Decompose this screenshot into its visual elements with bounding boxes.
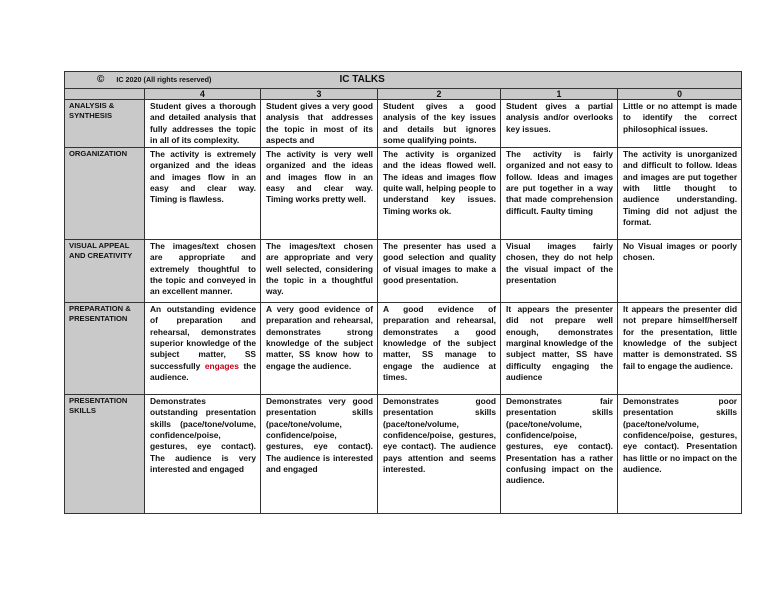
rubric-cell: Visual images fairly chosen, they do not help the visual impact of the presentation xyxy=(501,240,618,303)
rubric-cell: Student gives a very good analysis that addresses the topic in most of its aspects and xyxy=(261,100,378,148)
criterion-label: ORGANIZATION xyxy=(65,148,145,240)
rubric-cell: The activity is organized and the ideas flowed well. The ideas and images flow quite wall, helping people to understand key issues. Timing works ok. xyxy=(378,148,501,240)
rubric-cell-text: An outstanding evidence of preparation and rehearsal, demonstrates superior knowledge of the subject matter, SS successfully xyxy=(150,304,256,371)
score-2: 2 xyxy=(378,89,501,100)
criterion-label: ANALYSIS & SYNTHESIS xyxy=(65,100,145,148)
rubric-cell: It appears the presenter did not prepare himself/herself for the presentation, little knowledge of the subject matter is demonstrated. SS fail to engage the audience. xyxy=(618,303,742,395)
page-title: IC TALKS xyxy=(339,74,385,86)
copyright-text: IC 2020 (All rights reserved) xyxy=(116,75,212,85)
criterion-label: VISUAL APPEAL AND CREATIVITY xyxy=(65,240,145,303)
rubric-cell: It appears the presenter did not prepare well enough, demonstrates marginal knowledge of the subject matter, SS have difficulty engaging the audience xyxy=(501,303,618,395)
rubric-cell: Demonstrates fair presentation skills (pace/tone/volume, confidence/poise, gestures, eye contact). Presentation has a rather confusing impact on the audience. xyxy=(501,395,618,514)
row-organization xyxy=(65,148,742,240)
rubric-cell xyxy=(145,303,261,395)
rubric-cell: Demonstrates very good presentation skills (pace/tone/volume, confidence/poise, gestures, eye contact). The audience is interested and engaged xyxy=(261,395,378,514)
rubric-cell: The activity is extremely organized and the ideas and images flow in an easy and clear way. Timing is flawless. xyxy=(145,148,261,240)
rubric-cell: The activity is unorganized and difficult to follow. Ideas and images are put together with little thought to audience understanding. Timing did not adjust the format. xyxy=(618,148,742,240)
copyright-symbol: © xyxy=(97,74,105,86)
score-1: 1 xyxy=(501,89,618,100)
highlighted-word: engages xyxy=(204,360,239,371)
rubric-cell: Demonstrates outstanding presentation skills (pace/tone/volume, confidence/poise, gestures, eye contact). The audience is very interested and engaged xyxy=(145,395,261,514)
rubric-cell: No Visual images or poorly chosen. xyxy=(618,240,742,303)
rubric-table xyxy=(64,71,742,514)
rubric-cell: Little or no attempt is made to identify the correct philosophical issues. xyxy=(618,100,742,148)
score-header-row xyxy=(65,89,742,100)
rubric-cell: Student gives a thorough and detailed analysis that fully addresses the topic in all of its complexity. xyxy=(145,100,261,148)
row-visual-appeal xyxy=(65,240,742,303)
score-header-blank xyxy=(65,89,145,100)
score-0: 0 xyxy=(618,89,742,100)
rubric-cell: Demonstrates poor presentation skills (pace/tone/volume, confidence/poise, gestures, eye contact). Presentation has little or no impact on the audience. xyxy=(618,395,742,514)
rubric-cell-tail: the audience. xyxy=(150,360,257,382)
criterion-label: PREPARATION & PRESENTATION xyxy=(65,303,145,395)
rubric-cell: Student gives a good analysis of the key issues and details but ignores some qualifying points. xyxy=(378,100,501,148)
score-4: 4 xyxy=(145,89,261,100)
title-row xyxy=(65,72,742,89)
row-preparation xyxy=(65,303,742,395)
row-presentation-skills xyxy=(65,395,742,514)
score-3: 3 xyxy=(261,89,378,100)
criterion-label: PRESENTATION SKILLS xyxy=(65,395,145,514)
title-cell xyxy=(65,72,742,89)
rubric-cell: The presenter has used a good selection and quality of visual images to make a good presentation. xyxy=(378,240,501,303)
rubric-cell: Student gives a partial analysis and/or overlooks key issues. xyxy=(501,100,618,148)
rubric-cell: Demonstrates good presentation skills (pace/tone/volume, confidence/poise, gestures, eye contact). The audience pays attention and seems interested. xyxy=(378,395,501,514)
row-analysis xyxy=(65,100,742,148)
rubric-cell: The images/text chosen are appropriate and very well selected, considering the topic in a thoughtful way. xyxy=(261,240,378,303)
rubric-cell: A very good evidence of preparation and rehearsal, demonstrates strong knowledge of the subject matter, SS know how to engage the audience. xyxy=(261,303,378,395)
rubric-cell: A good evidence of preparation and rehearsal, demonstrates a good knowledge of the subject matter, SS manage to engage the audience at times. xyxy=(378,303,501,395)
rubric-cell: The images/text chosen are appropriate and extremely thoughtful to the topic and conveyed in an excellent manner. xyxy=(145,240,261,303)
rubric-cell: The activity is very well organized and the ideas and images flow in an easy and clear way. Timing works pretty well. xyxy=(261,148,378,240)
rubric-cell: The activity is fairly organized and not easy to follow. Ideas and images are put together in a way that made comprehension difficult. Faulty timing xyxy=(501,148,618,240)
